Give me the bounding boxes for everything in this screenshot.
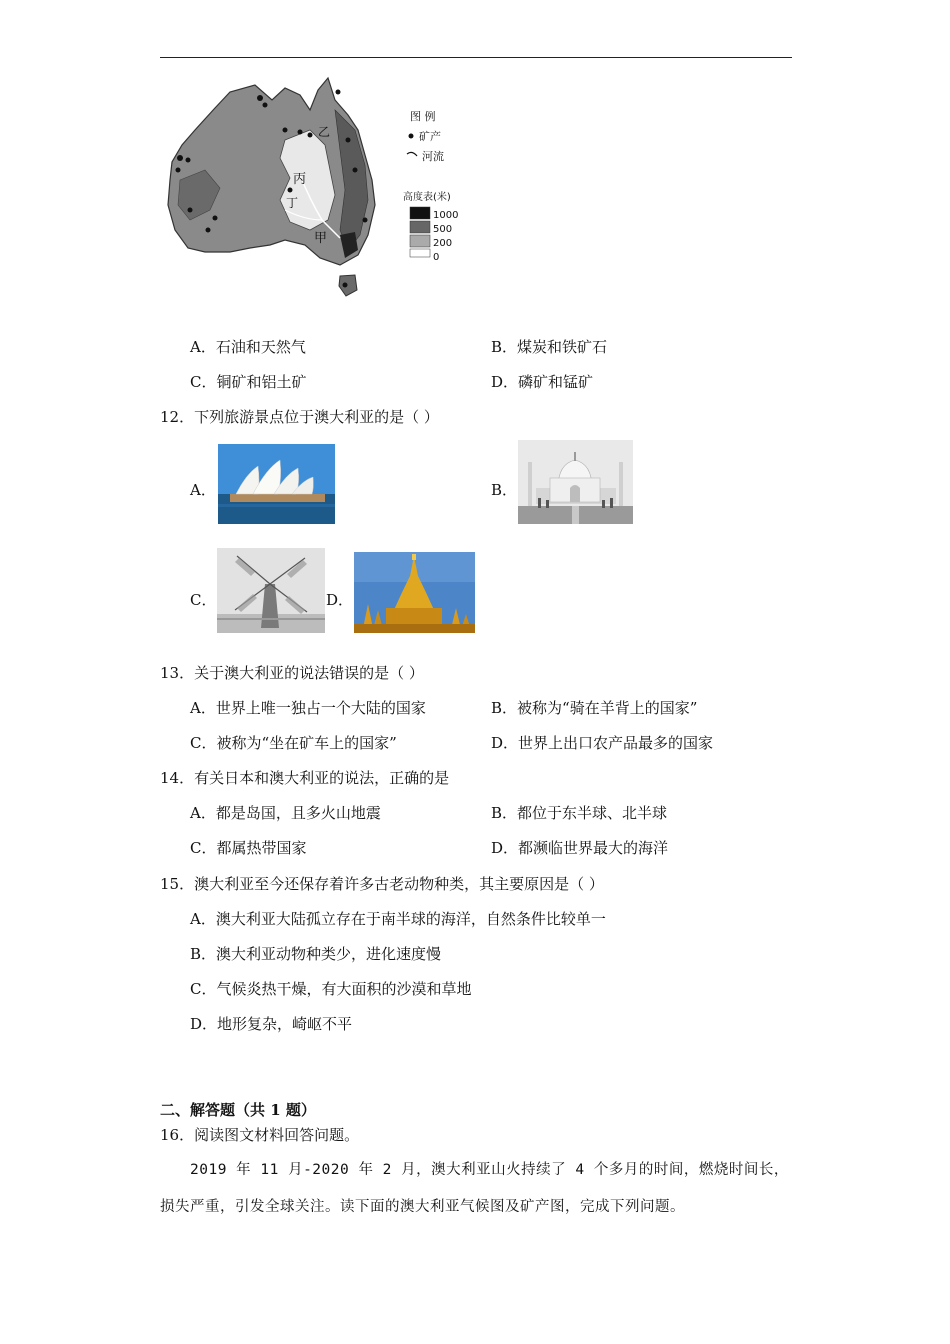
elevation-swatch-1000 — [410, 207, 430, 219]
q16-paragraph-line-2: 损失严重，引发全球关注。读下面的澳大利亚气候图及矿产图，完成下列问题。 — [160, 1199, 685, 1215]
q16-paragraph-line-1: 2019 年 11 月-2020 年 2 月，澳大利亚山火持续了 4 个多月的时间，燃烧时间长， — [190, 1162, 789, 1178]
map-label-bing: 丙 — [293, 172, 307, 187]
elevation-swatch-200 — [410, 235, 430, 247]
q15-option-a: A．澳大利亚大陆孤立存在于南半球的海洋，自然条件比较单一 — [190, 910, 606, 928]
map-label-ding: 丁 — [286, 196, 299, 210]
river-legend-icon — [407, 152, 417, 156]
elevation-swatch-0 — [410, 249, 430, 257]
q12-option-d-label: D． — [326, 591, 354, 609]
q12-option-a-label: A． — [190, 481, 216, 499]
q13-option-c: C．被称为“坐在矿车上的国家” — [190, 734, 397, 752]
q13-stem: 13．关于澳大利亚的说法错误的是（ ） — [160, 664, 424, 682]
map-label-yi: 乙 — [318, 125, 331, 139]
map-tasmania — [339, 275, 357, 296]
q14-option-b: B．都位于东半球、北半球 — [491, 804, 668, 822]
mineral-legend-icon — [409, 134, 414, 139]
map-elevation-title: 高度表(米) — [403, 192, 451, 203]
taj-mahal-image — [518, 440, 633, 524]
q15-option-d: D．地形复杂，崎岖不平 — [190, 1015, 353, 1033]
header-rule — [160, 57, 792, 58]
q14-option-d: D．都濒临世界最大的海洋 — [491, 839, 669, 857]
golden-pagoda-image — [354, 552, 475, 633]
q13-option-b: B．被称为“骑在羊背上的国家” — [491, 699, 698, 717]
q16-stem: 16．阅读图文材料回答问题。 — [160, 1126, 360, 1144]
sydney-opera-house-image — [218, 444, 335, 524]
q13-option-d: D．世界上出口农产品最多的国家 — [491, 734, 714, 752]
q11-option-c: C．铜矿和铝土矿 — [190, 373, 307, 391]
elevation-label-200: 200 — [433, 238, 453, 249]
elevation-label-500: 500 — [433, 224, 453, 235]
q13-option-a: A．世界上唯一独占一个大陆的国家 — [190, 699, 426, 717]
windmill-image — [217, 548, 325, 633]
elevation-label-1000: 1000 — [433, 210, 459, 221]
elevation-swatch-500 — [410, 221, 430, 233]
q11-option-b: B．煤炭和铁矿石 — [491, 338, 608, 356]
q14-option-a: A．都是岛国，且多火山地震 — [190, 804, 381, 822]
q11-option-d: D．磷矿和锰矿 — [491, 373, 594, 391]
australia-map — [160, 70, 470, 302]
elevation-label-0: 0 — [433, 252, 440, 263]
q14-stem: 14．有关日本和澳大利亚的说法，正确的是 — [160, 769, 450, 787]
map-label-jia: 甲 — [314, 231, 328, 246]
q15-option-b: B．澳大利亚动物种类少，进化速度慢 — [190, 945, 442, 963]
map-legend-mineral: 矿产 — [419, 130, 441, 143]
q15-option-c: C．气候炎热干燥，有大面积的沙漠和草地 — [190, 980, 472, 998]
q12-option-c-label: C． — [190, 591, 217, 609]
q12-option-b-label: B． — [491, 481, 518, 499]
q14-option-c: C．都属热带国家 — [190, 839, 307, 857]
q15-stem: 15．澳大利亚至今还保存着许多古老动物种类，其主要原因是（ ） — [160, 875, 604, 893]
section-2-title: 二、解答题（共 1 题） — [160, 1101, 316, 1119]
map-legend-river: 河流 — [422, 150, 444, 163]
q11-option-a: A．石油和天然气 — [190, 338, 306, 356]
q12-stem: 12．下列旅游景点位于澳大利亚的是（ ） — [160, 408, 439, 426]
map-legend-title: 图 例 — [410, 110, 436, 123]
